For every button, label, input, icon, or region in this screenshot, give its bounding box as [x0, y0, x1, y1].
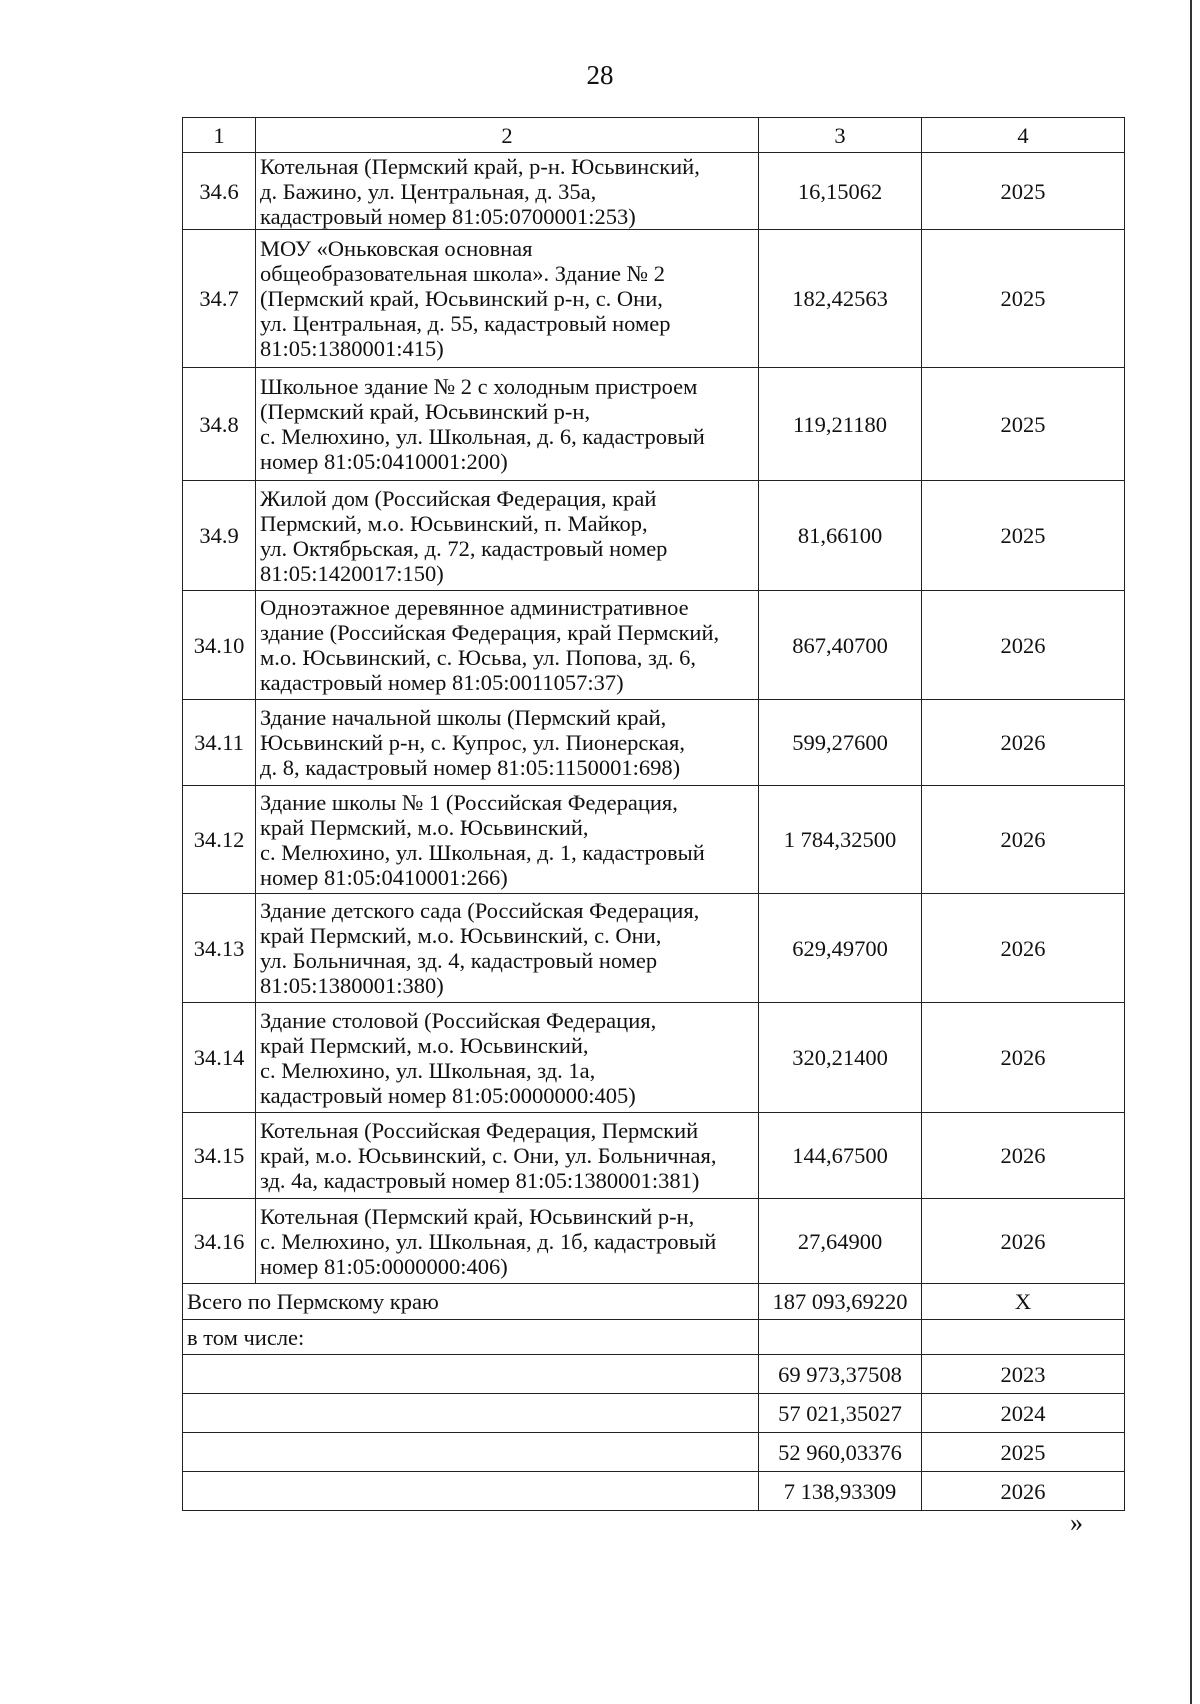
- table-row: [183, 700, 1125, 786]
- objects-table: [182, 117, 1125, 1511]
- description-line: кадастровый номер 81:05:0011057:37): [260, 670, 624, 695]
- header-cell-2: 2: [256, 118, 759, 153]
- row-description: [256, 786, 759, 894]
- description-line: Жилой дом (Российская Федерация, край: [260, 485, 657, 511]
- row-description: [256, 1199, 759, 1284]
- row-number: 34.13: [183, 894, 256, 1003]
- description-line: ул. Центральная, д. 55, кадастровый номер: [260, 311, 671, 336]
- description-line: общеобразовательная школа». Здание № 2: [260, 261, 665, 286]
- row-year: 2026: [922, 700, 1125, 786]
- description-line: с. Мелюхино, ул. Школьная, д. 1, кадастровый: [260, 839, 705, 865]
- description-line: Здание столовой (Российская Федерация,: [260, 1007, 657, 1033]
- breakdown-row: [183, 1433, 1125, 1472]
- description-line: Пермский, м.о. Юсьвинский, п. Майкор,: [260, 510, 648, 536]
- row-number: 34.10: [183, 591, 256, 700]
- description-line: с. Мелюхино, ул. Школьная, д. 1б, кадастровый: [260, 1228, 717, 1254]
- description-line: Одноэтажное деревянное административное: [260, 595, 689, 620]
- row-description: [256, 153, 759, 230]
- table-row: [183, 894, 1125, 1003]
- table-row: [183, 1003, 1125, 1113]
- description-line: номер 81:05:0410001:200): [260, 449, 508, 474]
- row-year: 2026: [922, 894, 1125, 1003]
- row-number: 34.7: [183, 230, 256, 368]
- description-line: зд. 4а, кадастровый номер 81:05:1380001:381): [260, 1168, 700, 1193]
- row-amount: 629,49700: [759, 894, 922, 1003]
- breakdown-empty-cell: [183, 1394, 759, 1433]
- description-line: Здание начальной школы (Пермский край,: [260, 705, 667, 730]
- description-line: ул. Октябрьская, д. 72, кадастровый номер: [260, 535, 668, 561]
- row-description: [256, 368, 759, 481]
- row-amount: 81,66100: [759, 481, 922, 591]
- description-line: д. 8, кадастровый номер 81:05:1150001:698): [260, 755, 681, 780]
- description-line: Котельная (Пермский край, Юсьвинский р-н,: [260, 1203, 695, 1229]
- row-number: 34.11: [183, 700, 256, 786]
- total-row: [183, 1284, 1125, 1320]
- row-amount: 320,21400: [759, 1003, 922, 1113]
- breakdown-amount: 52 960,03376: [759, 1433, 922, 1472]
- table-row: [183, 481, 1125, 591]
- description-line: с. Мелюхино, ул. Школьная, д. 6, кадастровый: [260, 424, 705, 449]
- header-row: [183, 118, 1125, 153]
- description-line: край Пермский, м.о. Юсьвинский, с. Они,: [260, 923, 662, 948]
- table-row: [183, 1113, 1125, 1199]
- breakdown-year: 2023: [922, 1355, 1125, 1394]
- description-line: Юсьвинский р-н, с. Купрос, ул. Пионерская,: [260, 730, 685, 755]
- breakdown-amount: 7 138,93309: [759, 1472, 922, 1511]
- breakdown-amount: 69 973,37508: [759, 1355, 922, 1394]
- description-line: д. Бажино, ул. Центральная, д. 35а,: [260, 178, 597, 204]
- breakdown-row: [183, 1355, 1125, 1394]
- table-row: [183, 591, 1125, 700]
- description-line: 81:05:1380001:380): [260, 973, 444, 998]
- breakdown-row: [183, 1394, 1125, 1433]
- including-amount-empty: [759, 1320, 922, 1355]
- breakdown-year: 2024: [922, 1394, 1125, 1433]
- description-line: Здание школы № 1 (Российская Федерация,: [260, 789, 678, 815]
- breakdown-empty-cell: [183, 1355, 759, 1394]
- row-year: 2026: [922, 786, 1125, 894]
- table-row: [183, 1199, 1125, 1284]
- description-line: край Пермский, м.о. Юсьвинский,: [260, 1032, 589, 1058]
- row-description: [256, 700, 759, 786]
- description-line: (Пермский край, Юсьвинский р-н, с. Они,: [260, 286, 663, 311]
- row-amount: 867,40700: [759, 591, 922, 700]
- breakdown-row: [183, 1472, 1125, 1511]
- table-row: [183, 230, 1125, 368]
- page-number: 28: [586, 60, 614, 90]
- row-amount: 182,42563: [759, 230, 922, 368]
- description-line: Школьное здание № 2 с холодным пристроем: [260, 374, 698, 399]
- closing-quote: »: [1070, 1508, 1083, 1537]
- description-line: 81:05:1380001:415): [260, 336, 444, 361]
- description-line: ул. Больничная, зд. 4, кадастровый номер: [260, 948, 658, 973]
- row-number: 34.9: [183, 481, 256, 591]
- row-number: 34.8: [183, 368, 256, 481]
- description-line: Здание детского сада (Российская Федерация,: [260, 898, 700, 923]
- row-description: [256, 481, 759, 591]
- description-line: Котельная (Российская Федерация, Пермский: [260, 1118, 699, 1143]
- row-amount: 599,27600: [759, 700, 922, 786]
- description-line: МОУ «Оньковская основная: [260, 236, 533, 261]
- row-year: 2025: [922, 230, 1125, 368]
- description-line: с. Мелюхино, ул. Школьная, зд. 1а,: [260, 1057, 596, 1083]
- total-amount: 187 093,69220: [759, 1284, 922, 1320]
- row-amount: 16,15062: [759, 153, 922, 230]
- total-year: X: [922, 1284, 1125, 1320]
- row-year: 2026: [922, 1199, 1125, 1284]
- row-amount: 119,21180: [759, 368, 922, 481]
- row-number: 34.16: [183, 1199, 256, 1284]
- breakdown-year: 2026: [922, 1472, 1125, 1511]
- including-label: в том числе:: [183, 1320, 759, 1355]
- header-cell-1: 1: [183, 118, 256, 153]
- scan-edge-line: [1190, 0, 1192, 1704]
- description-line: кадастровый номер 81:05:0700001:253): [260, 203, 636, 229]
- description-line: (Пермский край, Юсьвинский р-н,: [260, 399, 591, 424]
- table-row: [183, 786, 1125, 894]
- row-amount: 1 784,32500: [759, 786, 922, 894]
- row-year: 2026: [922, 591, 1125, 700]
- header-cell-4: 4: [922, 118, 1125, 153]
- table-row: [183, 368, 1125, 481]
- row-description: [256, 230, 759, 368]
- row-year: 2025: [922, 153, 1125, 230]
- row-description: [256, 591, 759, 700]
- including-row: [183, 1320, 1125, 1355]
- description-line: кадастровый номер 81:05:0000000:405): [260, 1082, 636, 1108]
- breakdown-year: 2025: [922, 1433, 1125, 1472]
- table-row: [183, 153, 1125, 230]
- row-number: 34.15: [183, 1113, 256, 1199]
- breakdown-amount: 57 021,35027: [759, 1394, 922, 1433]
- description-line: м.о. Юсьвинский, с. Юсьва, ул. Попова, зд. 6,: [260, 645, 697, 670]
- header-cell-3: 3: [759, 118, 922, 153]
- row-year: 2025: [922, 481, 1125, 591]
- row-amount: 144,67500: [759, 1113, 922, 1199]
- row-number: 34.14: [183, 1003, 256, 1113]
- description-line: край Пермский, м.о. Юсьвинский,: [260, 814, 589, 840]
- breakdown-empty-cell: [183, 1433, 759, 1472]
- description-line: Котельная (Пермский край, р-н. Юсьвинский,: [260, 153, 700, 179]
- description-line: номер 81:05:0410001:266): [260, 864, 508, 890]
- total-label: Всего по Пермскому краю: [183, 1284, 759, 1320]
- row-year: 2026: [922, 1113, 1125, 1199]
- objects-table-body: [183, 118, 1125, 1511]
- row-description: [256, 894, 759, 1003]
- row-description: [256, 1003, 759, 1113]
- description-line: номер 81:05:0000000:406): [260, 1253, 508, 1279]
- row-year: 2025: [922, 368, 1125, 481]
- row-number: 34.12: [183, 786, 256, 894]
- description-line: край, м.о. Юсьвинский, с. Они, ул. Больничная,: [260, 1143, 717, 1168]
- breakdown-empty-cell: [183, 1472, 759, 1511]
- including-year-empty: [922, 1320, 1125, 1355]
- row-number: 34.6: [183, 153, 256, 230]
- row-year: 2026: [922, 1003, 1125, 1113]
- description-line: 81:05:1420017:150): [260, 560, 444, 586]
- row-description: [256, 1113, 759, 1199]
- row-amount: 27,64900: [759, 1199, 922, 1284]
- description-line: здание (Российская Федерация, край Пермский,: [260, 620, 720, 645]
